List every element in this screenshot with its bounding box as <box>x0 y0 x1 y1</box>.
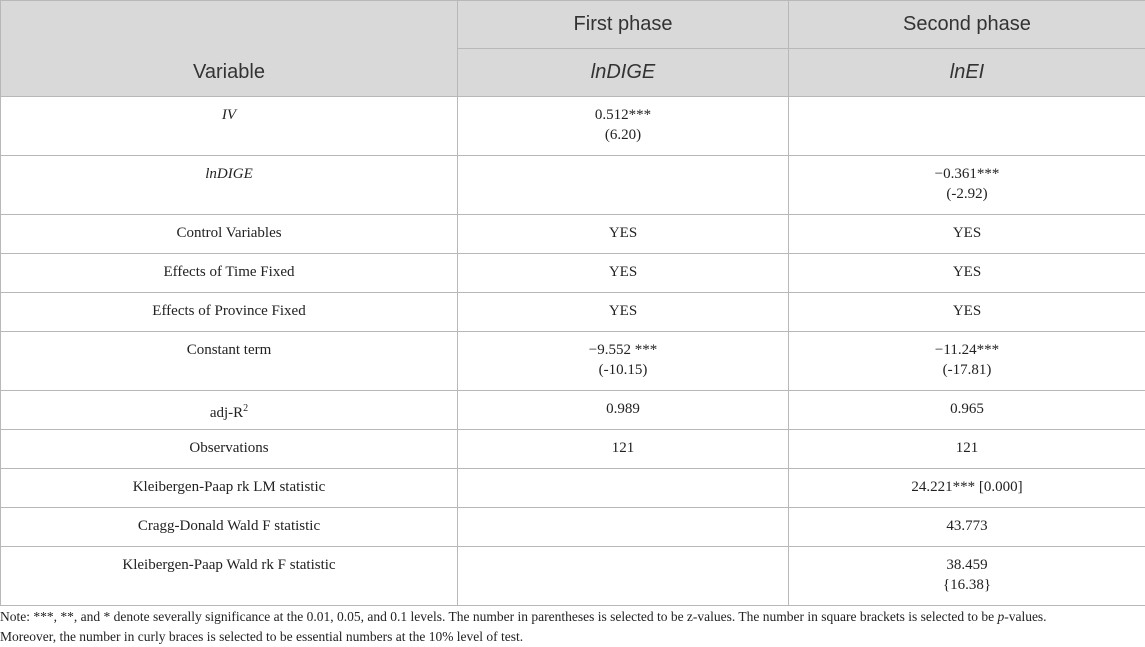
row-label: Cragg-Donald Wald F statistic <box>1 508 458 547</box>
cell-first-phase: YES <box>458 215 789 254</box>
z-value: (-17.81) <box>942 362 992 378</box>
cell-second-phase: YES <box>789 215 1145 254</box>
table-row <box>1 430 1145 469</box>
coefficient: −11.24*** <box>934 342 1000 358</box>
table-row <box>1 254 1145 293</box>
z-value: (-10.15) <box>598 362 648 378</box>
table-row <box>1 332 1145 391</box>
table-row <box>1 97 1145 156</box>
row-label-text: lnDIGE <box>205 166 253 182</box>
header-second-phase: Second phase <box>789 1 1145 49</box>
row-label: Control Variables <box>1 215 458 254</box>
z-value: (-2.92) <box>946 186 988 202</box>
cell-first-phase <box>458 332 789 391</box>
note-p-italic: p <box>997 609 1005 624</box>
cell-second-phase: 24.221*** [0.000] <box>789 469 1145 508</box>
row-label <box>1 97 458 156</box>
cell-second-phase <box>789 332 1145 391</box>
row-label: Effects of Time Fixed <box>1 254 458 293</box>
cell-first-phase: 121 <box>458 430 789 469</box>
table-row <box>1 469 1145 508</box>
cell-first-phase <box>458 156 789 215</box>
critical-value: {16.38} <box>942 577 992 593</box>
table-row <box>1 156 1145 215</box>
row-label-text: adj-R <box>209 405 244 421</box>
cell-first-phase <box>458 469 789 508</box>
table-row <box>1 293 1145 332</box>
cell-first-phase <box>458 508 789 547</box>
z-value: (6.20) <box>604 127 642 143</box>
cell-second-phase: YES <box>789 254 1145 293</box>
coefficient: 38.459 <box>946 557 988 573</box>
note-text-line2: Moreover, the number in curly braces is selected to be essential numbers at the 10% level of test. <box>0 629 524 644</box>
cell-first-phase <box>458 97 789 156</box>
note-text: Note: ***, **, and * denote severally significance at the 0.01, 0.05, and 0.1 levels. The number in parentheses is selected to be z-values. The number in square brackets is selected to be <box>0 609 998 624</box>
table-row <box>1 547 1145 606</box>
table-row <box>1 508 1145 547</box>
row-label-text: IV <box>221 107 237 123</box>
table-note <box>0 607 1145 647</box>
header-variable: Variable <box>1 1 458 97</box>
table-row <box>1 215 1145 254</box>
table-row <box>1 391 1145 430</box>
cell-first-phase: YES <box>458 293 789 332</box>
cell-second-phase: 121 <box>789 430 1145 469</box>
cell-second-phase <box>789 547 1145 606</box>
row-label <box>1 391 458 430</box>
note-text-cont: -values. <box>1004 609 1047 624</box>
cell-first-phase <box>458 547 789 606</box>
coefficient: −9.552 *** <box>588 342 658 358</box>
cell-second-phase: 0.965 <box>789 391 1145 430</box>
row-label: Kleibergen-Paap Wald rk F statistic <box>1 547 458 606</box>
row-label: Effects of Province Fixed <box>1 293 458 332</box>
header-first-phase: First phase <box>458 1 789 49</box>
superscript: 2 <box>243 403 249 414</box>
coefficient: −0.361*** <box>934 166 1000 182</box>
cell-second-phase <box>789 156 1145 215</box>
row-label: Constant term <box>1 332 458 391</box>
cell-second-phase: 43.773 <box>789 508 1145 547</box>
row-label <box>1 156 458 215</box>
header-row-phase <box>1 1 1145 49</box>
cell-second-phase: YES <box>789 293 1145 332</box>
row-label: Kleibergen-Paap rk LM statistic <box>1 469 458 508</box>
cell-first-phase: YES <box>458 254 789 293</box>
row-label: Observations <box>1 430 458 469</box>
header-dep-lnei: lnEI <box>789 49 1145 97</box>
header-dep-lndige: lnDIGE <box>458 49 789 97</box>
cell-second-phase <box>789 97 1145 156</box>
cell-first-phase: 0.989 <box>458 391 789 430</box>
coefficient: 0.512*** <box>594 107 652 123</box>
